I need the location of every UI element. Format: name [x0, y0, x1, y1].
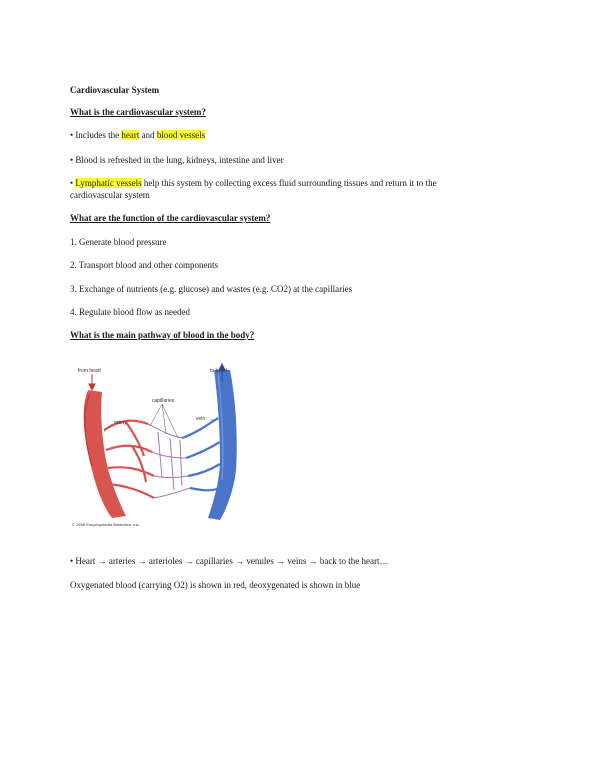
highlight-heart: heart — [121, 130, 140, 140]
bullet-blood-refreshed: • Blood is refreshed in the lung, kidneys, intestine and liver — [70, 155, 284, 165]
bullet-text: • — [70, 178, 76, 188]
bullet-text: help this system by collecting excess fluid surrounding tissues and return it to the cardiovascular system — [70, 178, 437, 200]
venules — [182, 418, 220, 490]
blood-vessel-diagram — [70, 360, 270, 530]
bullet-text: and — [139, 130, 157, 140]
function-item-2: 2. Transport blood and other components — [70, 260, 218, 270]
function-item-3: 3. Exchange of nutrients (e.g. glucose) and wastes (e.g. CO2) at the capillaries — [70, 284, 353, 294]
label-to-heart: to heart — [210, 368, 227, 374]
label-from-heart: from heart — [78, 368, 101, 374]
label-artery: artery — [114, 420, 127, 426]
section-heading-pathway: What is the main pathway of blood in the body? — [70, 330, 255, 340]
arrow-into-artery — [89, 374, 95, 390]
document-title: Cardiovascular System — [70, 85, 160, 95]
label-capillaries: capillaries — [152, 398, 175, 404]
figure-copyright: © 1996 Encyclopaedia Britannica, Inc. — [72, 522, 140, 527]
artery-vessel — [84, 390, 126, 518]
color-legend-note: Oxygenated blood (carrying O2) is shown in red, deoxygenated is shown in blue — [70, 580, 361, 590]
bullet-text: • Includes the — [70, 130, 122, 140]
highlight-blood-vessels: blood vessels — [156, 130, 206, 140]
section-heading-functions: What are the function of the cardiovascular system? — [70, 213, 271, 223]
function-item-1: 1. Generate blood pressure — [70, 237, 167, 247]
highlight-lymphatic-vessels: Lymphatic vessels — [75, 178, 142, 188]
section-heading-what-is: What is the cardiovascular system? — [70, 107, 206, 117]
function-item-4: 4. Regulate blood flow as needed — [70, 307, 190, 317]
label-vein: vein — [196, 416, 206, 422]
bullet-lymphatic — [70, 177, 490, 201]
pathway-sequence: • Heart → arteries → arterioles → capillaries → venules → veins → back to the heart… — [70, 556, 389, 566]
blood-vessel-illustration — [70, 360, 270, 530]
bullet-heart-vessels — [70, 129, 205, 141]
capillary-network — [148, 424, 190, 498]
